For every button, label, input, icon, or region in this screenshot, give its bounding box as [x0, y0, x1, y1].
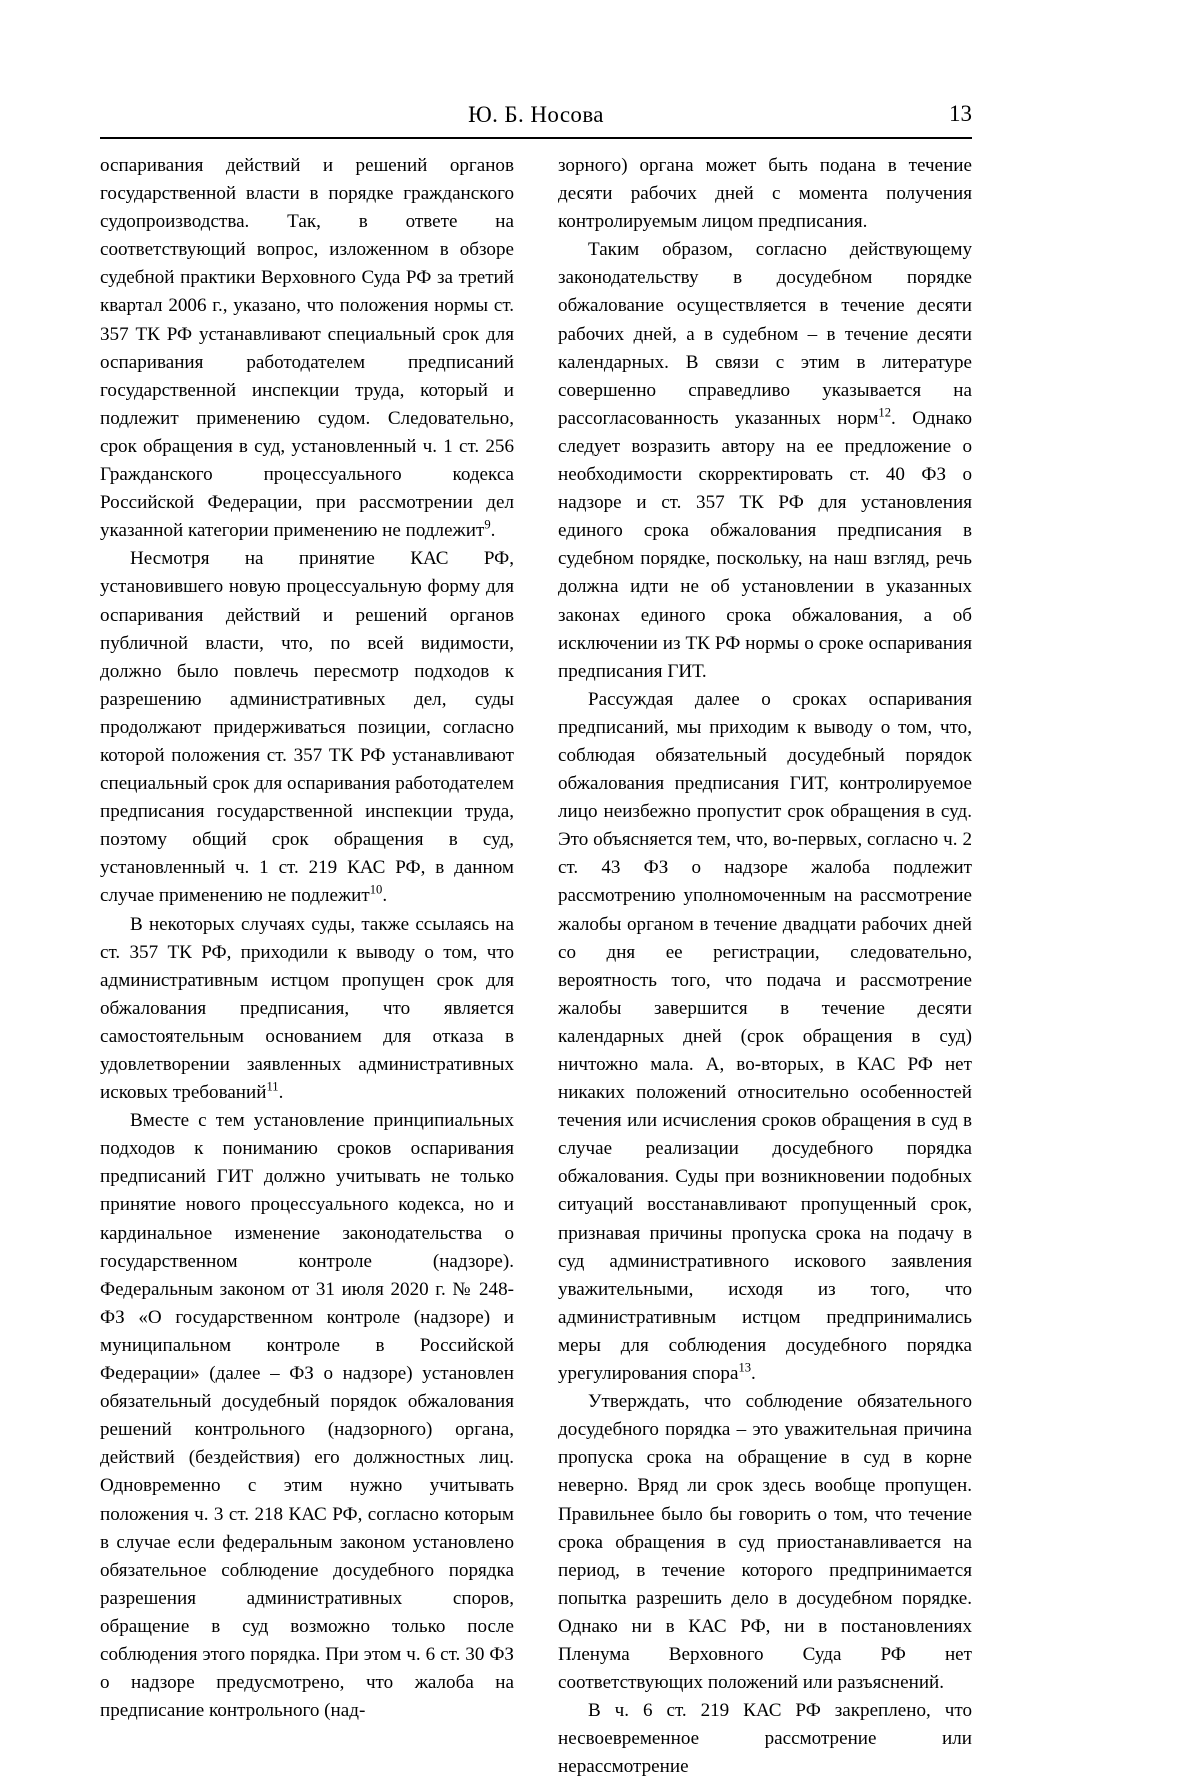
footnote-marker: 10 — [369, 883, 383, 898]
header-divider — [100, 137, 972, 139]
paragraph: В ч. 6 ст. 219 КАС РФ закреплено, что несвоевременное рассмотрение или нерассмотрение — [558, 1700, 972, 1778]
paragraph: Утверждать, что соблюдение обязательного досудебного порядка – это уважительная причина пропуска срока на обращение в суд в корне неверно. Вряд ли срок здесь вообще пропущен. Правильнее было бы говорить о том, что течение срока обращения в суд приостанавливается на период, в течение которого предпринимается попытка разрешить дело в досудебном порядке. Однако ни в КАС РФ, ни в постановлениях Пленума Верховного Суда РФ нет соответствующих положений или разъяснений. — [558, 1391, 972, 1694]
paragraph: оспаривания действий и решений органов государственной власти в порядке гражданского судопроизводства. Так, в ответе на соответствующий вопрос, изложенном в обзоре судебной практики Верховного Суда РФ за третий квартал 2006 г., указано, что положения нормы ст. 357 ТК РФ устанавливают специальный срок для оспаривания работодателем предписаний государственной инспекции труда, который и подлежит применению судом. Следовательно, срок обращения в суд, установленный ч. 1 ст. 256 Гражданского процессуального кодекса Российской Федерации, при рассмотрении дел указанной категории применению не подлежит$^9$. — [100, 155, 514, 542]
footnote-marker: 11 — [266, 1079, 279, 1094]
page-number: 13 — [949, 101, 972, 126]
paragraph: Несмотря на принятие КАС РФ, установившего новую процессуальную форму для оспаривания действий и решений органов публичной власти, что, по всей видимости, должно было повлечь пересмотр подходов к разрешению административных дел, суды продолжают придерживаться позиции, согласно которой положения ст. 357 ТК РФ устанавливают специальный срок для оспаривания работодателем предписания государственной инспекции труда, поэтому общий срок обращения в суд, установленный ч. 1 ст. 219 КАС РФ, в данном случае применению не подлежит$^{10}$. — [100, 548, 514, 907]
body-columns — [100, 152, 972, 1781]
running-head-author: Ю. Б. Носова — [468, 102, 604, 127]
footnote-marker: 9 — [484, 517, 491, 532]
paragraph: зорного) органа может быть подана в течение десяти рабочих дней с момента получения контролируемым лицом предписания. — [558, 155, 972, 233]
paragraph: Вместе с тем установление принципиальных подходов к пониманию сроков оспаривания предписаний ГИТ должно учитывать не только принятие нового процессуального кодекса, но и кардинальное изменение законодательства о государственном контроле (надзоре). Федеральным законом от 31 июля 2020 г. № 248-ФЗ «О государственном контроле (надзоре) и муниципальном контроле в Российской Федерации» (далее – ФЗ о надзоре) установлен обязательный досудебный порядок обжалования решений контрольного (надзорного) органа, действий (бездействия) его должностных лиц. Одновременно с этим нужно учитывать положения ч. 3 ст. 218 КАС РФ, согласно которым в случае если федеральным законом установлено обязательное соблюдение досудебного порядка разрешения административных споров, обращение в суд возможно только после соблюдения этого порядка. При этом ч. 6 ст. 30 ФЗ о надзоре предусмотрено, что жалоба на предписание контрольного (над- — [100, 1110, 514, 1722]
footnote-marker: 13 — [738, 1360, 752, 1375]
paragraph: В некоторых случаях суды, также ссылаясь на ст. 357 ТК РФ, приходили к выводу о том, что административным истцом пропущен срок для обжалования предписания, что является самостоятельным основанием для отказа в удовлетворении заявленных административных исковых требований$^{11}$. — [100, 913, 514, 1104]
page-header — [100, 92, 972, 128]
paragraph: Таким образом, согласно действующему законодательству в досудебном порядке обжалование осуществляется в течение десяти рабочих дней, а в судебном – в течение десяти календарных. В связи с этим в литературе совершенно справедливо указывается на рассогласованность указанных норм$^{12}$. Однако следует возразить автору на ее предложение о необходимости скорректировать ст. 40 ФЗ о надзоре и ст. 357 ТК РФ для установления единого срока обжалования предписания в судебном порядке, поскольку, на наш взгляд, речь должна идти не об установлении в указанных законах единого срока обжалования, а об исключении из ТК РФ нормы о сроке оспаривания предписания ГИТ. — [558, 239, 972, 682]
left-column — [100, 152, 514, 1781]
right-column — [558, 152, 972, 1781]
footnote-marker: 12 — [878, 405, 891, 420]
paragraph: Рассуждая далее о сроках оспаривания предписаний, мы приходим к выводу о том, что, соблюдая обязательный досудебный порядок обжалования предписания ГИТ, контролируемое лицо неизбежно пропустит срок обращения в суд. Это объясняется тем, что, во-первых, согласно ч. 2 ст. 43 ФЗ о надзоре жалоба подлежит рассмотрению уполномоченным на рассмотрение жалобы органом в течение двадцати рабочих дней со дня ее регистрации, следовательно, вероятность того, что подача и рассмотрение жалобы завершится в течение десяти календарных дней (срок обращения в суд) ничтожно мала. А, во-вторых, в КАС РФ нет никаких положений относительно особенностей течения или исчисления сроков обращения в суд в случае реализации досудебного порядка обжалования. Суды при возникновении подобных ситуаций восстанавливают пропущенный срок, признавая причины пропуска срока на подачу в суд административного искового заявления уважительными, исходя из того, что административным истцом предпринимались меры для соблюдения досудебного порядка урегулирования спора$^{13}$. — [558, 688, 972, 1385]
